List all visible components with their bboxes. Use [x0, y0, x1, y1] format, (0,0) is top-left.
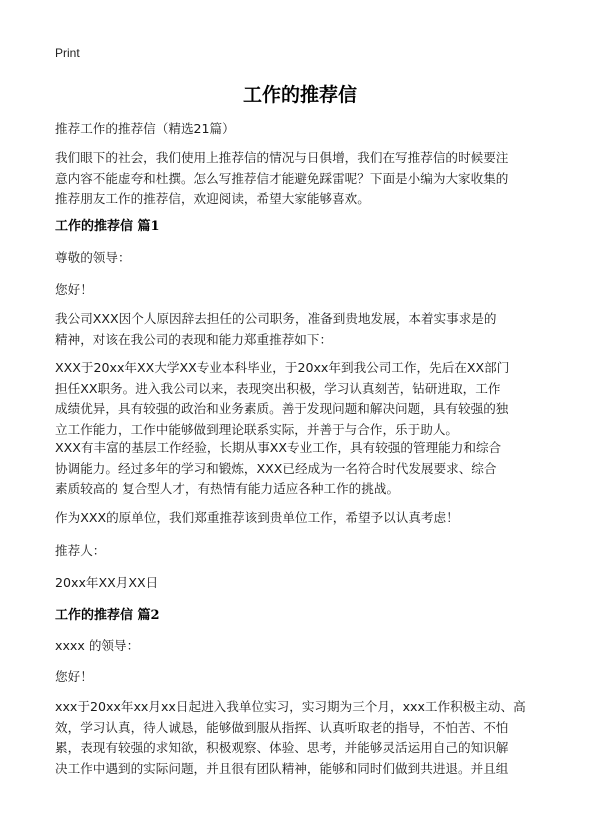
paragraph-line: 我公司XXX因个人原因辞去担任的公司职务，准备到贵地发展，本着实事求是的 [55, 311, 497, 326]
paragraph-line: xxx于20xx年xx月xx日起进入我单位实习，实习期为三个月，xxx工作积极主动、高 [55, 699, 526, 714]
paragraph-line: 素质较高的 复合型人才，有热情有能力适应各种工作的挑战。 [55, 481, 400, 496]
paragraph-line: 成绩优异，具有较强的政治和业务素质。善于发现问题和解决问题，具有较强的独 [55, 401, 509, 416]
paragraph-line: 累，表现有较强的求知欲，积极观察、体验、思考，并能够灵活运用自己的知识解 [55, 740, 509, 755]
print-link[interactable]: Print [55, 46, 80, 60]
paragraph-line: 精神，对该在我公司的表现和能力郑重推荐如下： [55, 331, 333, 347]
subtitle: 推荐工作的推荐信（精选21篇） [55, 121, 235, 136]
paragraph-line: 立工作能力，工作中能够做到理论联系实际，并善于与合作，乐于助人。 [55, 421, 458, 437]
section-heading-1: 工作的推荐信 篇1 [55, 219, 160, 234]
section-heading-2: 工作的推荐信 篇2 [55, 608, 160, 623]
paragraph-line: XXX有丰富的基层工作经验，长期从事XX专业工作，具有较强的管理能力和综合 [55, 440, 502, 455]
paragraph-1-3 [55, 438, 550, 500]
letter-date: 20xx年XX月XX日 [55, 575, 159, 590]
page-title: 工作的推荐信 [242, 84, 357, 106]
paragraph-1-2 [55, 358, 550, 440]
paragraph-line: 决工作中遇到的实际问题，并且很有团队精神，能够和同时们做到共进退。并且组 [55, 760, 509, 776]
paragraph-line: 协调能力。经过多年的学习和锻炼，XXX已经成为一名符合时代发展要求、综合 [55, 460, 497, 476]
salutation-1: 尊敬的领导： [55, 250, 131, 265]
paragraph-line: 担任XX职务。进入我公司以来，表现突出积极，学习认真刻苦，钻研进取，工作 [55, 380, 501, 396]
paragraph-1-4: 作为XXX的原单位，我们郑重推荐该到贵单位工作，希望予以认真考虑！ [55, 510, 459, 525]
paragraph-2-1 [55, 697, 550, 779]
paragraph-1-1 [55, 309, 550, 350]
recommender-label: 推荐人： [55, 543, 106, 558]
paragraph-line: 效，学习认真，待人诚恳，能够做到服从指挥、认真听取老的指导，不怕苦、不怕 [55, 719, 509, 735]
intro-paragraph [55, 148, 550, 210]
greeting-2: 您好！ [55, 669, 93, 684]
salutation-2: xxxx 的领导： [55, 638, 140, 653]
paragraph-line: XXX于20xx年XX大学XX专业本科毕业，于20xx年到我公司工作，先后在XX部门 [55, 360, 510, 375]
intro-line: 意内容不能虚夸和杜撰。怎么写推荐信才能避免踩雷呢？下面是小编为大家收集的 [55, 170, 509, 186]
intro-line: 我们眼下的社会，我们使用上推荐信的情况与日俱增，我们在写推荐信的时候要注 [55, 150, 509, 165]
intro-line: 推荐朋友工作的推荐信，欢迎阅读，希望大家能够喜欢。 [55, 191, 370, 206]
greeting-1: 您好！ [55, 282, 93, 297]
